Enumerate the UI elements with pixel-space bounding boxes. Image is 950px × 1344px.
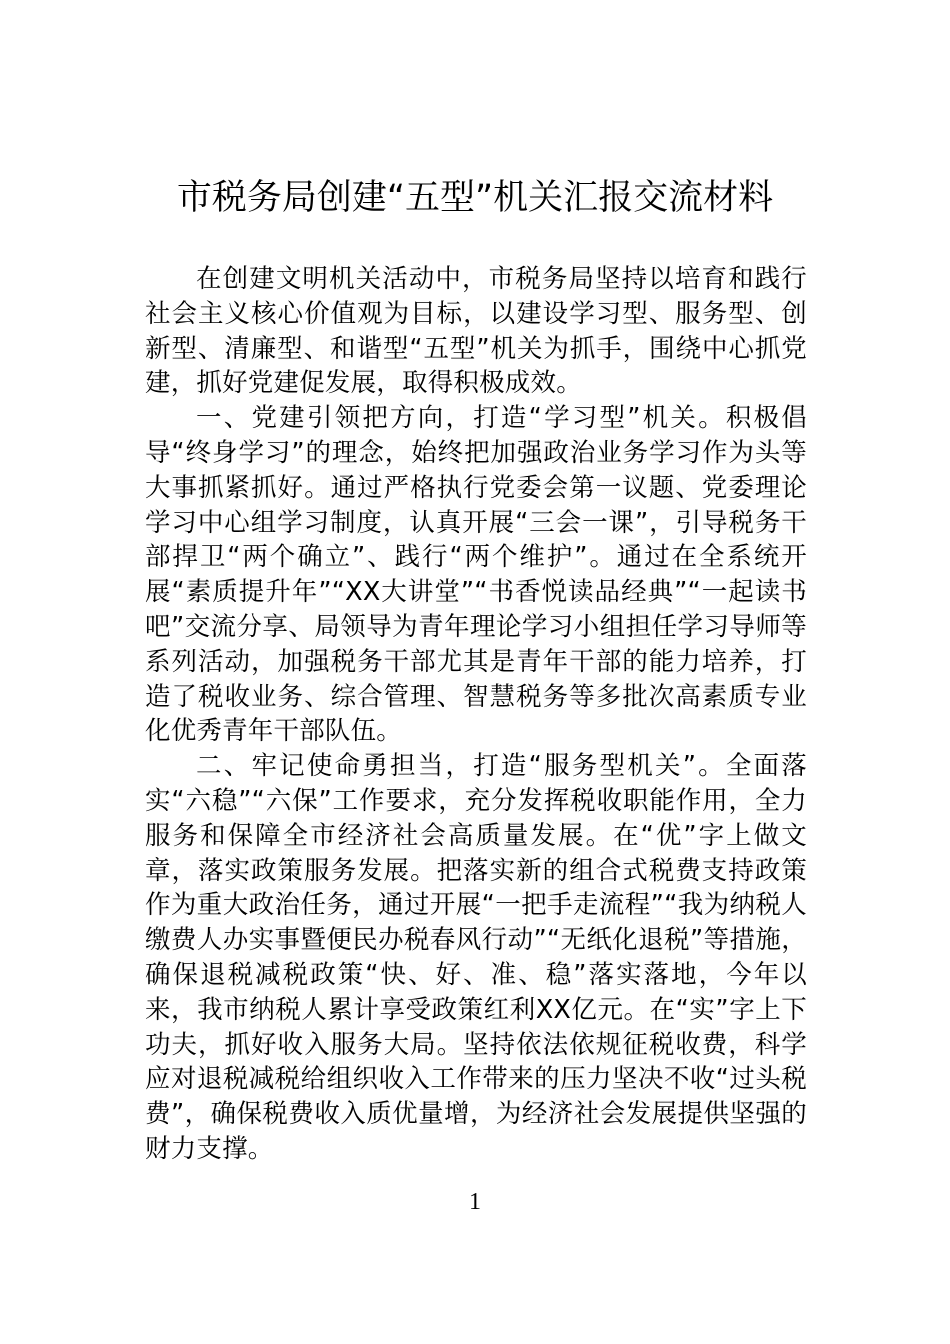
document-body — [145, 262, 807, 1167]
paragraph-section-two: 二、牢记使命勇担当，打造“服务型机关”。全面落实“六稳”“六保”工作要求，充分发挥税收职能作用，全力服务和保障全市经济社会高质量发展。在“优”字上做文章，落实政策服务发展。把落实新的组合式税费支持政策作为重大政治任务，通过开展“一把手走流程”“我为纳税人缴费人办实事暨便民办税春风行动”“无纸化退税”等措施，确保退税减税政策“快、好、准、稳”落实落地，今年以来，我市纳税人累计享受政策红利XX亿元。在“实”字上下功夫，抓好收入服务大局。坚持依法依规征税收费，科学应对退税减税给组织收入工作带来的压力坚决不收“过头税费”，确保税费收入质优量增，为经济社会发展提供坚强的财力支撑。 — [145, 751, 807, 1164]
page-number: 1 — [469, 1189, 481, 1215]
document-title: 市税务局创建“五型”机关汇报交流材料 — [176, 178, 774, 218]
paragraph-section-one: 一、党建引领把方向，打造“学习型”机关。积极倡导“终身学习”的理念，始终把加强政治业务学习作为头等大事抓紧抓好。通过严格执行党委会第一议题、党委理论学习中心组学习制度，认真开展“三会一课”，引导税务干部捍卫“两个确立”、践行“两个维护”。通过在全系统开展“素质提升年”“XX大讲堂”“书香悦读品经典”“一起读书吧”交流分享、局领导为青年理论学习小组担任学习导师等系列活动，加强税务干部尤其是青年干部的能力培养，打造了税收业务、综合管理、智慧税务等多批次高素质专业化优秀青年干部队伍。 — [145, 403, 807, 747]
paragraph-intro: 在创建文明机关活动中，市税务局坚持以培育和践行社会主义核心价值观为目标，以建设学习型、服务型、创新型、清廉型、和谐型“五型”机关为抓手，围绕中心抓党建，抓好党建促发展，取得积极成效。 — [145, 264, 807, 399]
